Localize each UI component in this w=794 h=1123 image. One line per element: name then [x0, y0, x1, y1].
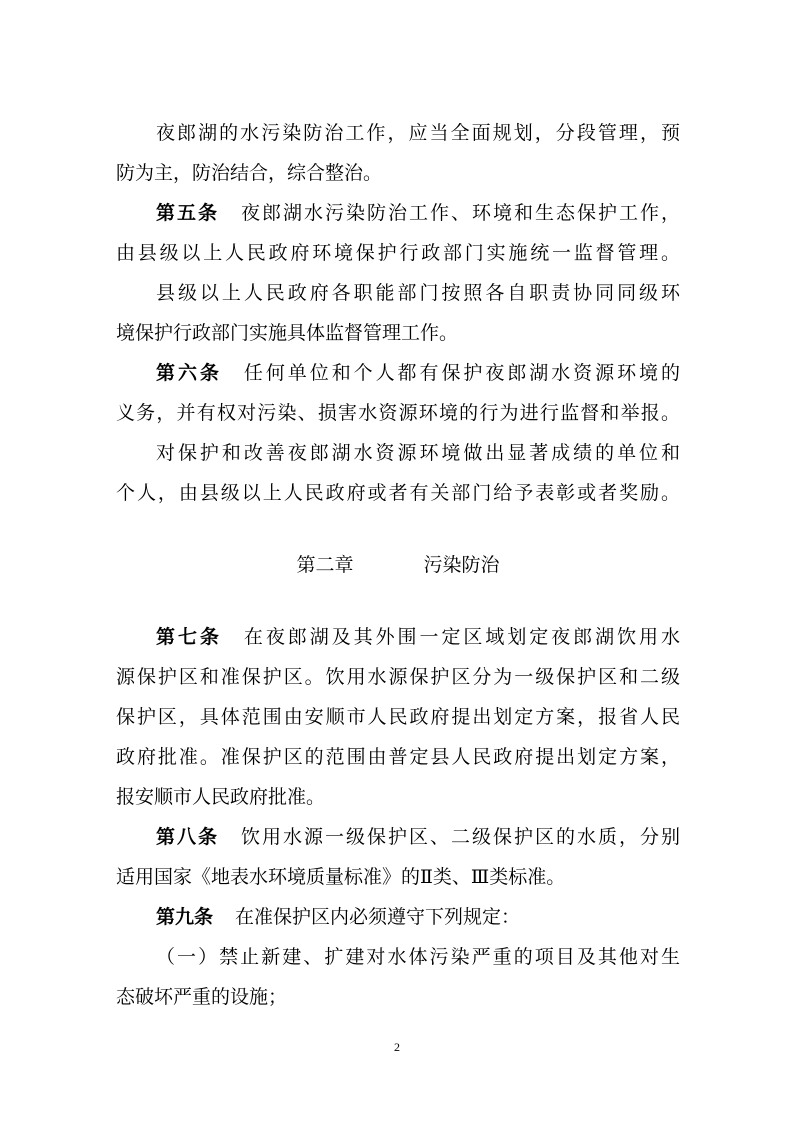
article-9-text: 在准保护区内必须遵守下列规定： — [235, 906, 521, 928]
paragraph-line: 源保护区和准保护区。饮用水源保护区分为一级保护区和二级 — [116, 666, 680, 688]
article-6-text: 任何单位和个人都有保护夜郎湖水资源环境的 — [243, 362, 680, 384]
paragraph-line: 境保护行政部门实施具体监督管理工作。 — [116, 322, 459, 344]
page-body — [116, 113, 680, 1017]
chapter-number: 第二章 — [296, 554, 354, 576]
article-6-line — [116, 353, 680, 393]
list-item-line: 态破坏严重的设施； — [116, 986, 288, 1008]
paragraph-line: 个人，由县级以上人民政府或者有关部门给予表彰或者奖励。 — [116, 482, 680, 504]
list-item-line: （一）禁止新建、扩建对水体污染严重的项目及其他对生 — [156, 946, 680, 968]
paragraph-line: 对保护和改善夜郎湖水资源环境做出显著成绩的单位和 — [156, 442, 680, 464]
chapter-title: 污染防治 — [423, 554, 500, 576]
article-7-text: 在夜郎湖及其外围一定区域划定夜郎湖饮用水 — [243, 626, 680, 648]
article-5-heading: 第五条 — [156, 202, 219, 224]
paragraph-line: 报安顺市人民政府批准。 — [116, 786, 326, 808]
chapter-heading — [116, 533, 680, 597]
paragraph-line: 防为主，防治结合，综合整治。 — [116, 162, 383, 184]
article-5-text: 夜郎湖水污染防治工作、环境和生态保护工作， — [241, 202, 680, 224]
article-5-line — [116, 193, 680, 233]
paragraph-line: 夜郎湖的水污染防治工作，应当全面规划，分段管理，预 — [156, 122, 680, 144]
paragraph-line: 由县级以上人民政府环境保护行政部门实施统一监督管理。 — [116, 242, 680, 264]
page-number: 2 — [394, 1040, 400, 1054]
paragraph-line: 政府批准。准保护区的范围由普定县人民政府提出划定方案， — [116, 746, 680, 768]
article-7-heading: 第七条 — [156, 626, 222, 648]
paragraph-line: 义务，并有权对污染、损害水资源环境的行为进行监督和举报。 — [116, 402, 680, 424]
article-6-heading: 第六条 — [156, 362, 222, 384]
paragraph-line: 保护区，具体范围由安顺市人民政府提出划定方案，报省人民 — [116, 706, 680, 728]
article-7-line — [116, 617, 680, 657]
article-9-line — [116, 897, 680, 937]
article-9-heading: 第九条 — [156, 906, 214, 928]
article-8-line — [116, 817, 680, 857]
article-8-text: 饮用水源一级保护区、二级保护区的水质，分别 — [241, 826, 680, 848]
paragraph-line: 县级以上人民政府各职能部门按照各自职责协同同级环 — [156, 282, 680, 304]
article-8-heading: 第八条 — [156, 826, 219, 848]
paragraph-line: 适用国家《地表水环境质量标准》的Ⅱ类、Ⅲ类标准。 — [116, 866, 566, 888]
